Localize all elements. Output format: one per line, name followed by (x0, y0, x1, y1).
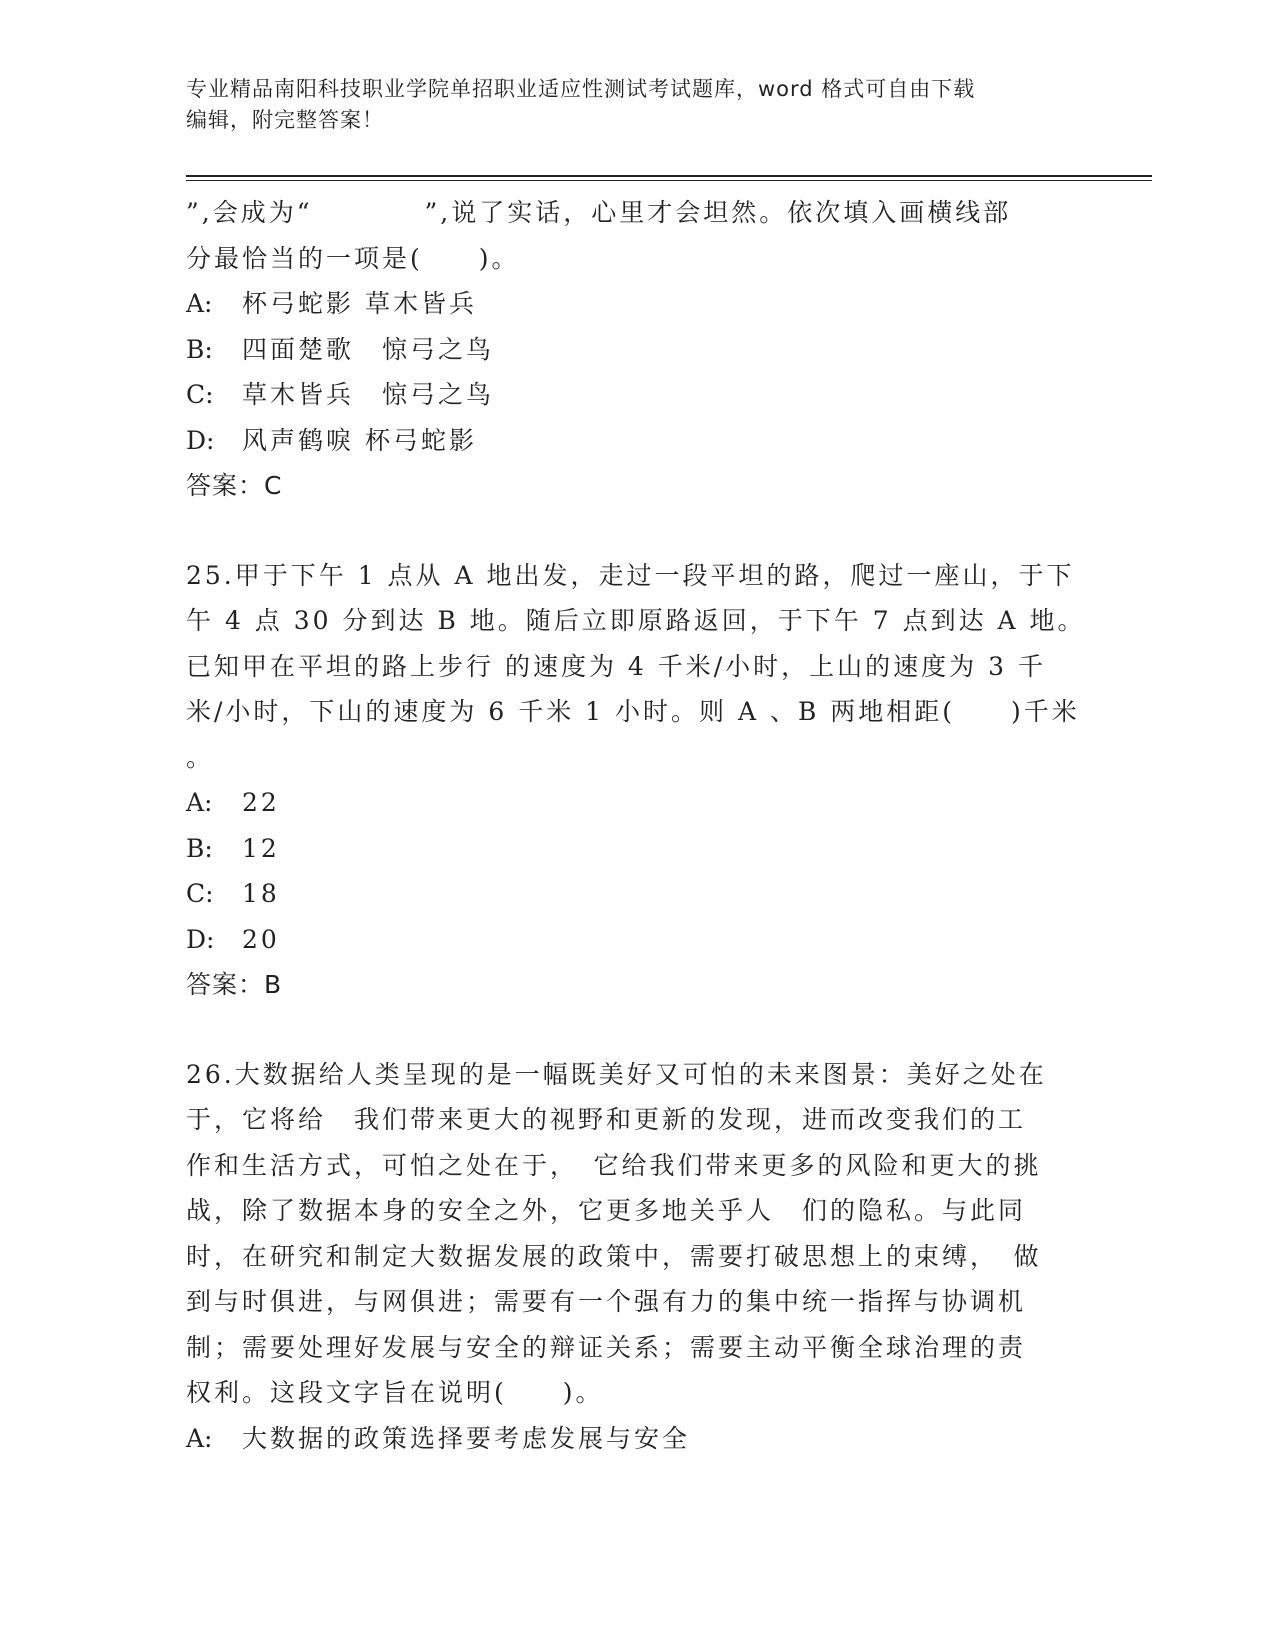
option-key: A: (186, 1423, 213, 1453)
question-stem-line: 已知甲在平坦的路上步行 的速度为 4 千米/小时，上山的速度为 3 千 (186, 651, 1046, 681)
question-stem-line: 午 4 点 30 分到达 B 地。随后立即原路返回，于下午 7 点到达 A 地。 (186, 606, 1086, 635)
option-key: B: (186, 833, 213, 863)
question-stem-line: 到与时俱进，与网俱进；需要有一个强有力的集中统一指挥与协调机 (186, 1287, 1027, 1316)
option-key: C: (186, 879, 214, 908)
question-stem-line: ”,会成为“ ”,说了实话，心里才会坦然。依次填入画横线部 (186, 198, 1012, 227)
spacer (186, 509, 1086, 553)
question-stem-line: 26.大数据给人类呈现的是一幅既美好又可怕的未来图景：美好之处在 (186, 1059, 1047, 1089)
option-key: A: (186, 289, 213, 318)
option-c (186, 372, 1086, 418)
option-key: D: (186, 924, 215, 954)
question-stem-line: 作和生活方式，可怕之处在于， 它给我们带来更多的风险和更大的挑 (186, 1150, 1042, 1180)
option-text: 20 (242, 924, 280, 954)
question-stem-line: 米/小时，下山的速度为 6 千米 1 小时。则 A 、B 两地相距( )千米 (186, 697, 1080, 726)
option-c (186, 871, 1086, 917)
spacer (186, 1008, 1086, 1052)
option-text: 草木皆兵 惊弓之鸟 (242, 380, 495, 409)
question-stem-line: 制；需要处理好发展与安全的辩证关系；需要主动平衡全球治理的责 (186, 1332, 1027, 1362)
option-text: 18 (242, 879, 280, 908)
option-key: C: (186, 380, 214, 409)
answer-line: 答案：C (186, 471, 283, 500)
option-a (186, 780, 1086, 826)
question-stem-line: 权利。这段文字旨在说明( )。 (186, 1378, 604, 1407)
question-stem-line: 。 (186, 742, 215, 772)
option-key: B: (186, 334, 213, 364)
option-text: 四面楚歌 惊弓之鸟 (242, 334, 495, 364)
question-stem-line: 于，它将给 我们带来更大的视野和更新的发现，进而改变我们的工 (186, 1105, 1027, 1134)
page-header (186, 74, 1066, 136)
question-25 (186, 553, 1086, 1008)
header-line-2: 编辑，附完整答案！ (186, 108, 384, 132)
option-d (186, 917, 1086, 963)
header-rule-thin (186, 180, 1152, 181)
option-a (186, 281, 1086, 327)
question-26 (186, 1052, 1086, 1462)
question-stem-line: 分最恰当的一项是( )。 (186, 243, 520, 273)
option-key: A: (186, 788, 213, 817)
question-stem-line: 时，在研究和制定大数据发展的政策中，需要打破思想上的束缚， 做 (186, 1241, 1042, 1271)
option-a (186, 1416, 1086, 1462)
option-d (186, 418, 1086, 464)
question-stem-line: 25.甲于下午 1 点从 A 地出发，走过一段平坦的路，爬过一座山，于下 (186, 560, 1075, 590)
header-line-1: 专业精品南阳科技职业学院单招职业适应性测试考试题库，word 格式可自由下载 (186, 77, 976, 101)
answer-line: 答案：B (186, 970, 283, 999)
question-stem-line: 战，除了数据本身的安全之外，它更多地关乎人 们的隐私。与此同 (186, 1196, 1027, 1225)
option-b (186, 327, 1086, 373)
question-content (186, 190, 1086, 1461)
option-text: 12 (242, 833, 280, 863)
option-text: 风声鹤唳 杯弓蛇影 (242, 425, 477, 455)
option-key: D: (186, 425, 215, 455)
option-text: 22 (242, 788, 280, 817)
question-24 (186, 190, 1086, 509)
option-text: 杯弓蛇影 草木皆兵 (242, 289, 477, 318)
option-b (186, 826, 1086, 872)
option-text: 大数据的政策选择要考虑发展与安全 (242, 1423, 691, 1453)
header-rule-thick (186, 175, 1152, 177)
